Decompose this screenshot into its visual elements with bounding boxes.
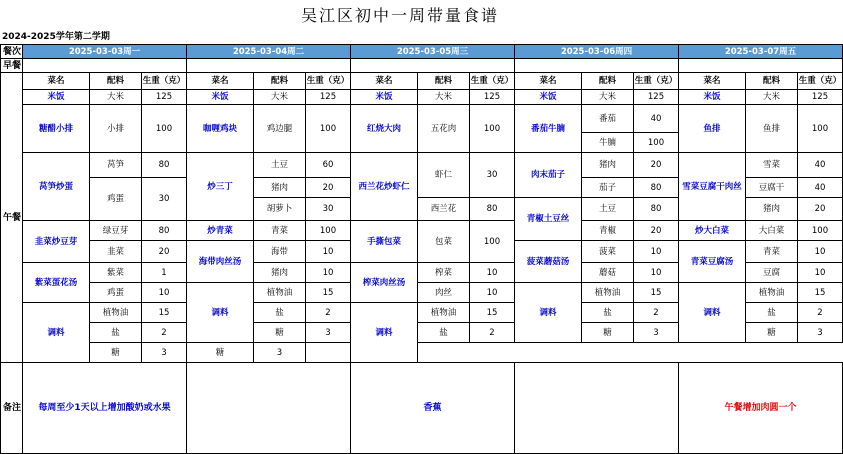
ingredient-cell: 青菜 [746,241,798,263]
breakfast-cell [515,59,679,73]
weight-cell: 125 [798,90,843,105]
meal-header: 餐次 [1,45,23,59]
dish-name: 米饭 [23,90,90,105]
dish-name: 炒大白菜 [679,221,746,241]
dish-name: 青椒土豆丝 [515,198,582,241]
ingredient-cell: 菠菜 [582,241,634,263]
weight-cell: 3 [142,343,187,363]
menu-table [0,44,843,454]
weight-cell: 15 [142,303,187,323]
ingredient-cell: 糖 [746,323,798,343]
weight-cell: 30 [142,178,187,221]
day-header: 2025-03-06周四 [515,45,679,59]
ingredient-header: 配料 [418,73,470,90]
ingredient-cell: 豆腐 [746,263,798,283]
weight-cell: 2 [634,303,679,323]
ingredient-cell: 鱼排 [746,105,798,153]
lunch-label: 午餐 [1,73,23,363]
weight-cell: 15 [470,303,515,323]
dish-name: 雪菜豆腐干肉丝 [679,153,746,221]
ingredient-cell: 大米 [582,90,634,105]
weight-cell: 125 [634,90,679,105]
weight-cell: 3 [634,323,679,343]
ingredient-cell: 大白菜 [746,221,798,241]
ingredient-cell: 小排 [90,105,142,153]
ingredient-cell: 盐 [746,303,798,323]
ingredient-header: 配料 [254,73,306,90]
ingredient-cell: 大米 [254,90,306,105]
ingredient-cell: 豆腐干 [746,178,798,198]
weight-cell: 80 [470,198,515,221]
weight-cell: 100 [798,221,843,241]
weight-cell: 30 [306,198,351,221]
breakfast-cell [351,59,515,73]
ingredient-header: 配料 [582,73,634,90]
weight-cell: 20 [798,198,843,221]
ingredient-cell: 猪肉 [254,263,306,283]
ingredient-cell: 盐 [90,323,142,343]
ingredient-cell: 青菜 [254,221,306,241]
breakfast-cell [187,59,351,73]
dish-header: 菜名 [351,73,418,90]
weight-cell: 80 [634,178,679,198]
weight-cell: 125 [470,90,515,105]
ingredient-cell: 茄子 [582,178,634,198]
weight-cell: 2 [306,303,351,323]
weight-cell: 2 [798,303,843,323]
weight-cell: 2 [470,323,515,343]
weight-header: 生重（克） [798,73,843,90]
weight-cell: 100 [470,105,515,153]
weight-cell: 100 [306,221,351,241]
weight-cell: 20 [142,241,187,263]
day-header: 2025-03-04周二 [187,45,351,59]
ingredient-cell: 土豆 [254,153,306,178]
weight-cell: 40 [798,153,843,178]
note-cell: 每周至少1天以上增加酸奶或水果 [23,363,187,454]
ingredient-cell: 虾仁 [418,153,470,198]
dish-name: 炒三丁 [187,153,254,221]
weight-cell: 15 [306,283,351,303]
note-cell: 午餐增加肉圆一个 [679,363,843,454]
dish-name: 紫菜蛋花汤 [23,263,90,303]
ingredient-cell: 肉丝 [418,283,470,303]
ingredient-cell: 鸡蛋 [90,178,142,221]
weight-cell: 10 [634,241,679,263]
weight-cell: 10 [306,241,351,263]
ingredient-cell: 海带 [254,241,306,263]
dish-name: 米饭 [187,90,254,105]
ingredient-cell: 植物油 [418,303,470,323]
dish-name: 米饭 [679,90,746,105]
dish-name: 莴笋炒蛋 [23,153,90,221]
dish-name: 肉末茄子 [515,153,582,198]
weight-cell: 60 [306,153,351,178]
weight-cell: 10 [470,283,515,303]
weight-cell: 3 [306,323,351,343]
ingredient-cell: 猪肉 [746,198,798,221]
breakfast-cell [679,59,843,73]
ingredient-cell: 盐 [418,323,470,343]
weight-cell: 40 [798,178,843,198]
weight-cell: 3 [798,323,843,343]
ingredient-cell: 糖 [90,343,142,363]
dish-name: 米饭 [515,90,582,105]
ingredient-cell: 猪肉 [254,178,306,198]
dish-name: 炒青菜 [187,221,254,241]
weight-cell: 100 [470,221,515,263]
weight-cell: 80 [142,221,187,241]
dish-name: 调料 [679,283,746,343]
weight-cell: 20 [634,221,679,241]
ingredient-cell: 包菜 [418,221,470,263]
ingredient-cell: 植物油 [582,283,634,303]
note-cell [187,363,351,454]
ingredient-header: 配料 [746,73,798,90]
dish-header: 菜名 [187,73,254,90]
ingredient-cell: 植物油 [746,283,798,303]
ingredient-cell: 雪菜 [746,153,798,178]
ingredient-cell: 莴笋 [90,153,142,178]
ingredient-cell: 糖 [187,343,254,363]
weight-cell: 1 [142,263,187,283]
ingredient-cell: 蘑菇 [582,263,634,283]
ingredient-cell: 韭菜 [90,241,142,263]
note-cell: 香蕉 [351,363,515,454]
ingredient-cell: 盐 [254,303,306,323]
weight-cell: 80 [634,198,679,221]
weight-cell: 10 [634,263,679,283]
dish-name: 韭菜炒豆芽 [23,221,90,263]
weight-cell: 10 [306,263,351,283]
dish-name: 菠菜蘑菇汤 [515,241,582,283]
weight-header: 生重（克） [142,73,187,90]
ingredient-cell: 绿豆芽 [90,221,142,241]
weight-cell: 100 [142,105,187,153]
ingredient-cell: 大米 [90,90,142,105]
weight-header: 生重（克） [634,73,679,90]
weight-cell: 15 [798,283,843,303]
ingredient-cell: 糖 [582,323,634,343]
ingredient-cell: 猪肉 [582,153,634,178]
weight-cell: 15 [634,283,679,303]
weight-cell: 10 [470,263,515,283]
dish-header: 菜名 [23,73,90,90]
weight-cell: 125 [306,90,351,105]
dish-name: 青菜豆腐汤 [679,241,746,283]
dish-name: 调料 [351,303,418,363]
weight-cell: 125 [142,90,187,105]
ingredient-cell: 盐 [582,303,634,323]
ingredient-cell: 紫菜 [90,263,142,283]
day-header: 2025-03-07周五 [679,45,843,59]
weight-cell: 20 [306,178,351,198]
day-header: 2025-03-03周一 [23,45,187,59]
weight-cell: 100 [798,105,843,153]
ingredient-cell: 番茄 [582,105,634,133]
dish-header: 菜名 [679,73,746,90]
dish-name: 咖喱鸡块 [187,105,254,153]
dish-name: 调料 [23,303,90,363]
weight-cell: 3 [254,343,306,363]
dish-name: 番茄牛腩 [515,105,582,153]
dish-name: 海带肉丝汤 [187,241,254,283]
ingredient-cell: 牛腩 [582,133,634,153]
weight-cell: 80 [142,153,187,178]
note-cell [515,363,679,454]
ingredient-cell: 大米 [746,90,798,105]
ingredient-cell: 西兰花 [418,198,470,221]
ingredient-header: 配料 [90,73,142,90]
day-header: 2025-03-05周三 [351,45,515,59]
dish-name: 西兰花炒虾仁 [351,153,418,221]
dish-header: 菜名 [515,73,582,90]
weight-cell: 2 [142,323,187,343]
dish-name: 调料 [187,283,254,343]
weight-cell: 10 [798,241,843,263]
weight-cell: 40 [634,105,679,133]
dish-name: 糖醋小排 [23,105,90,153]
weight-cell: 10 [142,283,187,303]
dish-name: 手撕包菜 [351,221,418,263]
ingredient-cell: 糖 [254,323,306,343]
ingredient-cell: 土豆 [582,198,634,221]
ingredient-cell: 鸡边腿 [254,105,306,153]
ingredient-cell: 植物油 [90,303,142,323]
weight-cell: 100 [634,133,679,153]
page-title: 吴江区初中一周带量食谱 [300,6,499,25]
dish-name: 调料 [515,283,582,343]
ingredient-cell: 榨菜 [418,263,470,283]
weight-cell: 20 [634,153,679,178]
ingredient-cell: 鸡蛋 [90,283,142,303]
weight-header: 生重（克） [470,73,515,90]
ingredient-cell: 植物油 [254,283,306,303]
breakfast-cell [23,59,187,73]
dish-name: 榨菜肉丝汤 [351,263,418,303]
weight-cell: 100 [306,105,351,153]
breakfast-label: 早餐 [1,59,23,73]
weight-cell: 10 [798,263,843,283]
dish-name: 红烧大肉 [351,105,418,153]
dish-name: 米饭 [351,90,418,105]
weight-header: 生重（克） [306,73,351,90]
note-label: 备注 [1,363,23,454]
weight-cell: 30 [470,153,515,198]
ingredient-cell: 胡萝卜 [254,198,306,221]
ingredient-cell: 大米 [418,90,470,105]
ingredient-cell: 青椒 [582,221,634,241]
ingredient-cell: 五花肉 [418,105,470,153]
term-label: 2024-2025学年第二学期 [2,32,110,42]
dish-name: 鱼排 [679,105,746,153]
